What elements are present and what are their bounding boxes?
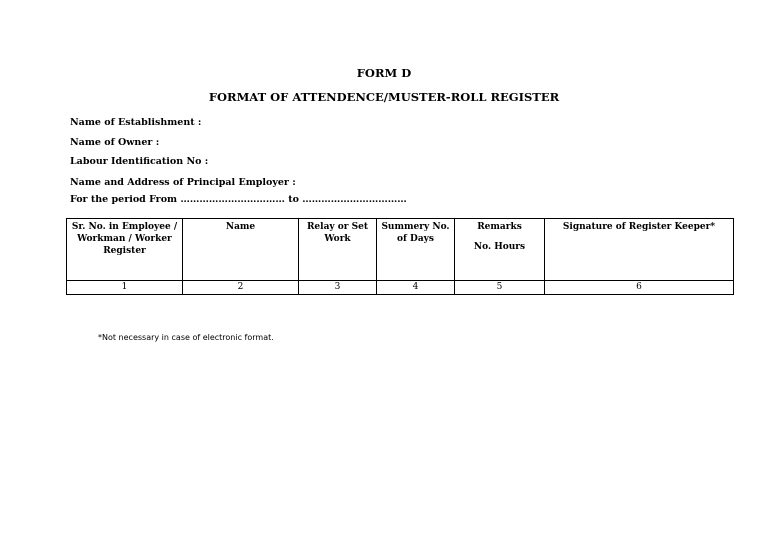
footnote: *Not necessary in case of electronic format. <box>98 333 274 342</box>
field-establishment: Name of Establishment : <box>70 117 202 128</box>
table-header-row <box>67 219 734 281</box>
header-remarks-hours: No. Hours <box>473 242 526 252</box>
table-row <box>67 281 734 295</box>
header-name: Name <box>183 219 299 281</box>
column-number: 1 <box>67 281 183 295</box>
header-signature: Signature of Register Keeper* <box>545 219 734 281</box>
column-number: 5 <box>455 281 545 295</box>
form-title: FORM D <box>356 66 412 80</box>
field-labour-id: Labour Identification No : <box>70 156 209 167</box>
column-number: 2 <box>183 281 299 295</box>
column-number: 4 <box>377 281 455 295</box>
header-summery-days: Summery No. of Days <box>377 219 455 281</box>
register-table <box>66 218 734 295</box>
field-owner: Name of Owner : <box>70 137 160 148</box>
form-subtitle: FORMAT OF ATTENDENCE/MUSTER-ROLL REGISTER <box>208 90 560 104</box>
column-number: 3 <box>299 281 377 295</box>
field-principal-employer: Name and Address of Principal Employer : <box>70 177 296 188</box>
field-period: For the period From …………………………… to …………………………… <box>70 194 407 205</box>
header-relay-set-work: Relay or Set Work <box>299 219 377 281</box>
header-sr-no: Sr. No. in Employee / Workman / Worker Register <box>67 219 183 281</box>
column-number: 6 <box>545 281 734 295</box>
header-remarks <box>455 219 545 281</box>
header-remarks-label: Remarks <box>477 222 522 232</box>
